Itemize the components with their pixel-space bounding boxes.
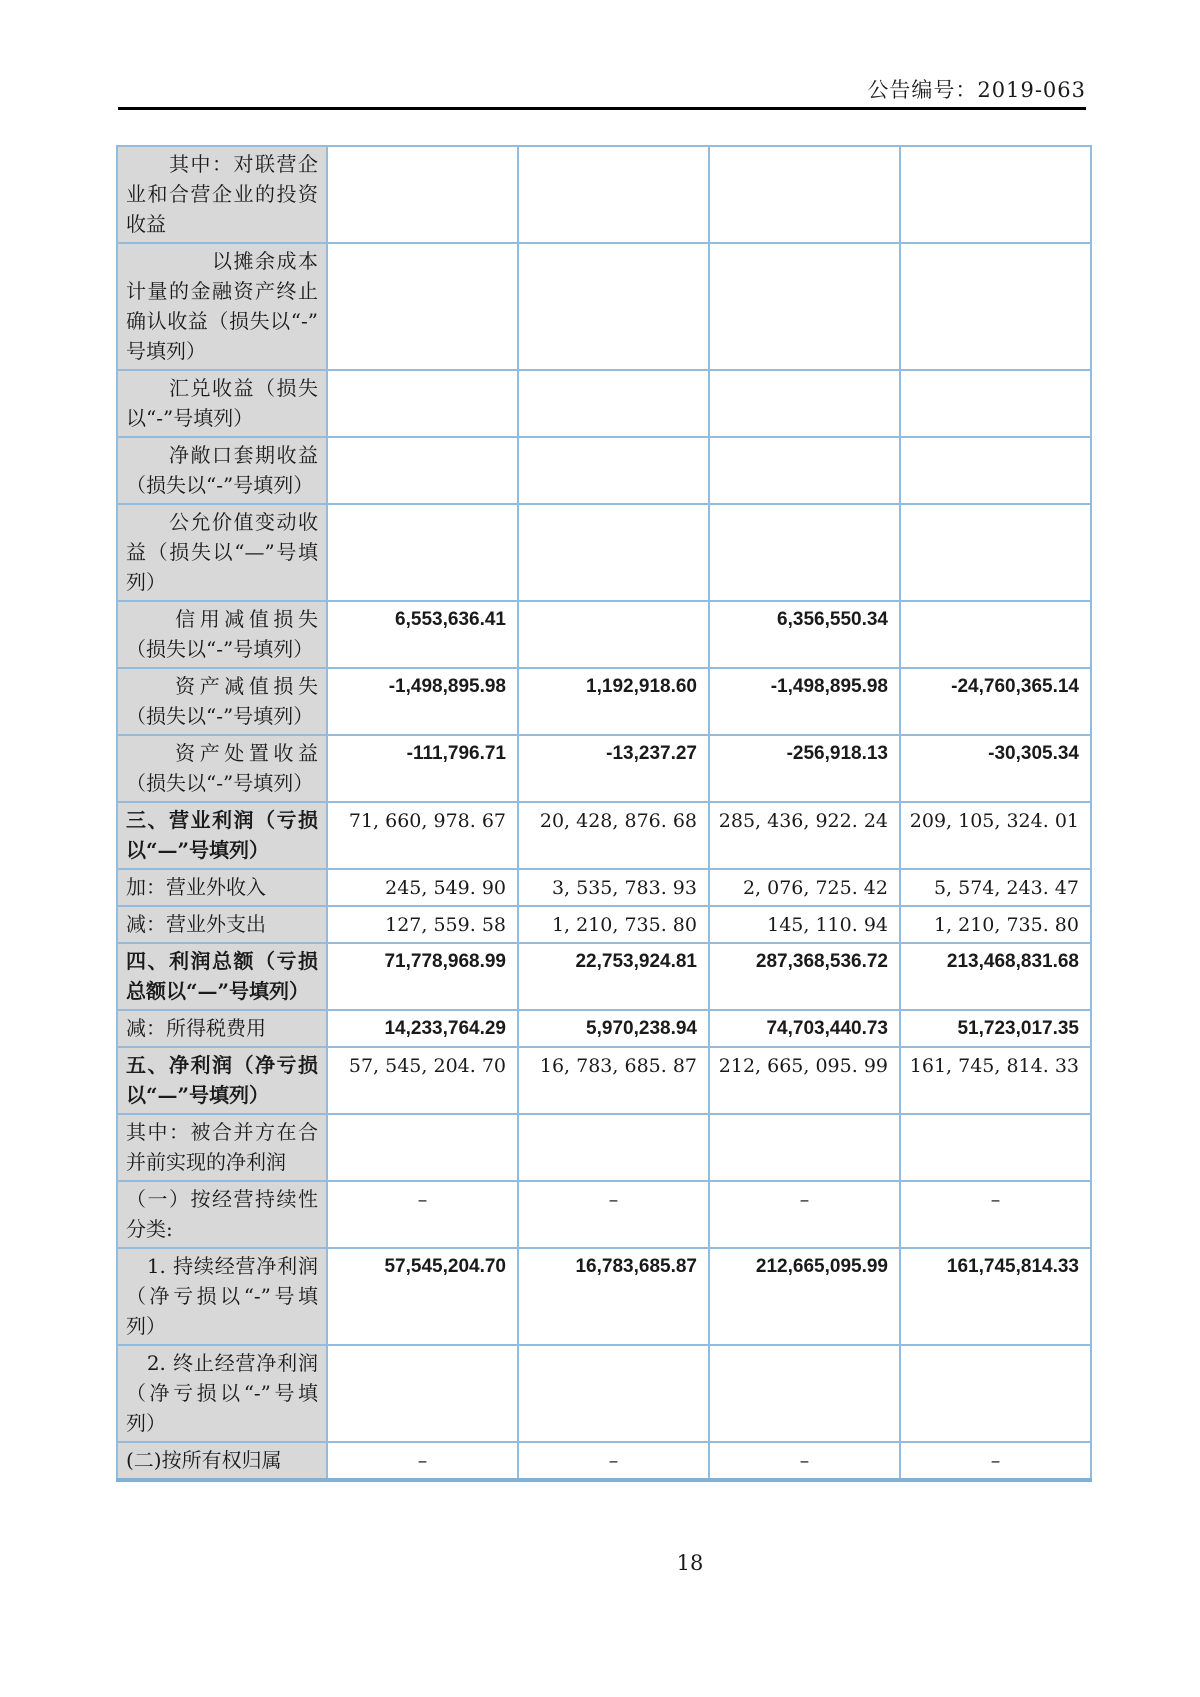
amount-cell: 71, 660, 978. 67 <box>327 802 518 869</box>
row-label-cell: 汇兑收益（损失以“-”号填列） <box>117 370 327 437</box>
table-row <box>117 1114 1091 1181</box>
amount-cell: 16,783,685.87 <box>518 1248 709 1345</box>
row-label-cell: 净敞口套期收益（损失以“-”号填列） <box>117 437 327 504</box>
amount-cell: 5, 574, 243. 47 <box>900 869 1091 906</box>
amount-cell <box>709 437 900 504</box>
amount-cell: 161, 745, 814. 33 <box>900 1047 1091 1114</box>
amount-cell: 16, 783, 685. 87 <box>518 1047 709 1114</box>
amount-cell <box>709 370 900 437</box>
amount-cell <box>518 601 709 668</box>
amount-cell <box>327 504 518 601</box>
amount-cell: 6,553,636.41 <box>327 601 518 668</box>
table-row <box>117 1181 1091 1248</box>
amount-cell <box>327 1345 518 1442</box>
amount-cell <box>900 146 1091 243</box>
amount-cell <box>900 1114 1091 1181</box>
amount-cell: -1,498,895.98 <box>327 668 518 735</box>
table-row <box>117 802 1091 869</box>
table-row <box>117 906 1091 943</box>
amount-cell: – <box>518 1181 709 1248</box>
amount-cell <box>327 1114 518 1181</box>
amount-cell: 285, 436, 922. 24 <box>709 802 900 869</box>
announcement-number: 公告编号：2019-063 <box>867 78 1086 102</box>
table-row <box>117 1047 1091 1114</box>
amount-cell <box>327 243 518 370</box>
amount-cell: – <box>327 1181 518 1248</box>
amount-cell: 3, 535, 783. 93 <box>518 869 709 906</box>
table-row <box>117 243 1091 370</box>
table-row <box>117 601 1091 668</box>
row-label-cell: 五、净利润（净亏损以“—”号填列） <box>117 1047 327 1114</box>
amount-cell: 14,233,764.29 <box>327 1010 518 1047</box>
row-label-cell: 资产减值损失（损失以“-”号填列） <box>117 668 327 735</box>
amount-cell: 1, 210, 735. 80 <box>518 906 709 943</box>
amount-cell: – <box>900 1442 1091 1480</box>
row-label-cell: 减：营业外支出 <box>117 906 327 943</box>
amount-cell <box>900 243 1091 370</box>
table-row <box>117 437 1091 504</box>
amount-cell <box>518 243 709 370</box>
amount-cell: 213,468,831.68 <box>900 943 1091 1010</box>
amount-cell <box>327 146 518 243</box>
amount-cell: 51,723,017.35 <box>900 1010 1091 1047</box>
income-statement-table <box>116 145 1092 1482</box>
amount-cell: 74,703,440.73 <box>709 1010 900 1047</box>
amount-cell: 209, 105, 324. 01 <box>900 802 1091 869</box>
amount-cell: 127, 559. 58 <box>327 906 518 943</box>
table-row <box>117 1442 1091 1480</box>
table-row <box>117 1248 1091 1345</box>
amount-cell <box>900 601 1091 668</box>
amount-cell <box>709 243 900 370</box>
amount-cell: 2, 076, 725. 42 <box>709 869 900 906</box>
amount-cell <box>900 437 1091 504</box>
row-label-cell: 公允价值变动收益（损失以“—”号填列） <box>117 504 327 601</box>
table-row <box>117 735 1091 802</box>
amount-cell: -256,918.13 <box>709 735 900 802</box>
row-label-cell: 其中：被合并方在合并前实现的净利润 <box>117 1114 327 1181</box>
amount-cell: – <box>709 1442 900 1480</box>
page-number: 18 <box>676 1551 704 1575</box>
amount-cell <box>518 146 709 243</box>
amount-cell <box>709 1114 900 1181</box>
row-label-cell: 1. 持续经营净利润（净亏损以“-”号填列） <box>117 1248 327 1345</box>
amount-cell: 212,665,095.99 <box>709 1248 900 1345</box>
table-row <box>117 146 1091 243</box>
row-label-cell: （一）按经营持续性分类: <box>117 1181 327 1248</box>
amount-cell <box>518 370 709 437</box>
amount-cell <box>900 504 1091 601</box>
amount-cell: 71,778,968.99 <box>327 943 518 1010</box>
amount-cell: 145, 110. 94 <box>709 906 900 943</box>
amount-cell <box>900 1345 1091 1442</box>
amount-cell: -111,796.71 <box>327 735 518 802</box>
row-label-cell: 三、营业利润（亏损以“—”号填列） <box>117 802 327 869</box>
amount-cell <box>518 1345 709 1442</box>
amount-cell: 20, 428, 876. 68 <box>518 802 709 869</box>
amount-cell: – <box>900 1181 1091 1248</box>
amount-cell: 57,545,204.70 <box>327 1248 518 1345</box>
amount-cell <box>518 1114 709 1181</box>
amount-cell <box>518 437 709 504</box>
amount-cell: 287,368,536.72 <box>709 943 900 1010</box>
amount-cell: 5,970,238.94 <box>518 1010 709 1047</box>
amount-cell: 57, 545, 204. 70 <box>327 1047 518 1114</box>
table-body <box>117 146 1091 1480</box>
amount-cell <box>709 1345 900 1442</box>
header-rule <box>118 107 1086 110</box>
table-row <box>117 1345 1091 1442</box>
amount-cell: 212, 665, 095. 99 <box>709 1047 900 1114</box>
table-row <box>117 869 1091 906</box>
amount-cell: 161,745,814.33 <box>900 1248 1091 1345</box>
row-label-cell: 以摊余成本计量的金融资产终止确认收益（损失以“-”号填列） <box>117 243 327 370</box>
amount-cell <box>327 437 518 504</box>
amount-cell <box>900 370 1091 437</box>
amount-cell: – <box>709 1181 900 1248</box>
amount-cell: – <box>518 1442 709 1480</box>
amount-cell <box>709 504 900 601</box>
row-label-cell: 其中：对联营企业和合营企业的投资收益 <box>117 146 327 243</box>
row-label-cell: 信用减值损失（损失以“-”号填列） <box>117 601 327 668</box>
row-label-cell: 资产处置收益（损失以“-”号填列） <box>117 735 327 802</box>
row-label-cell: 2. 终止经营净利润（净亏损以“-”号填列） <box>117 1345 327 1442</box>
row-label-cell: (二)按所有权归属 <box>117 1442 327 1480</box>
amount-cell: -1,498,895.98 <box>709 668 900 735</box>
amount-cell: -30,305.34 <box>900 735 1091 802</box>
row-label-cell: 加：营业外收入 <box>117 869 327 906</box>
amount-cell: 245, 549. 90 <box>327 869 518 906</box>
table-row <box>117 504 1091 601</box>
amount-cell: -13,237.27 <box>518 735 709 802</box>
amount-cell: 22,753,924.81 <box>518 943 709 1010</box>
amount-cell: 1, 210, 735. 80 <box>900 906 1091 943</box>
table-row <box>117 668 1091 735</box>
row-label-cell: 减：所得税费用 <box>117 1010 327 1047</box>
amount-cell <box>327 370 518 437</box>
amount-cell <box>518 504 709 601</box>
amount-cell <box>709 146 900 243</box>
amount-cell: -24,760,365.14 <box>900 668 1091 735</box>
amount-cell: 1,192,918.60 <box>518 668 709 735</box>
table-row <box>117 370 1091 437</box>
amount-cell: – <box>327 1442 518 1480</box>
amount-cell: 6,356,550.34 <box>709 601 900 668</box>
row-label-cell: 四、利润总额（亏损总额以“—”号填列） <box>117 943 327 1010</box>
table-row <box>117 1010 1091 1047</box>
table-row <box>117 943 1091 1010</box>
